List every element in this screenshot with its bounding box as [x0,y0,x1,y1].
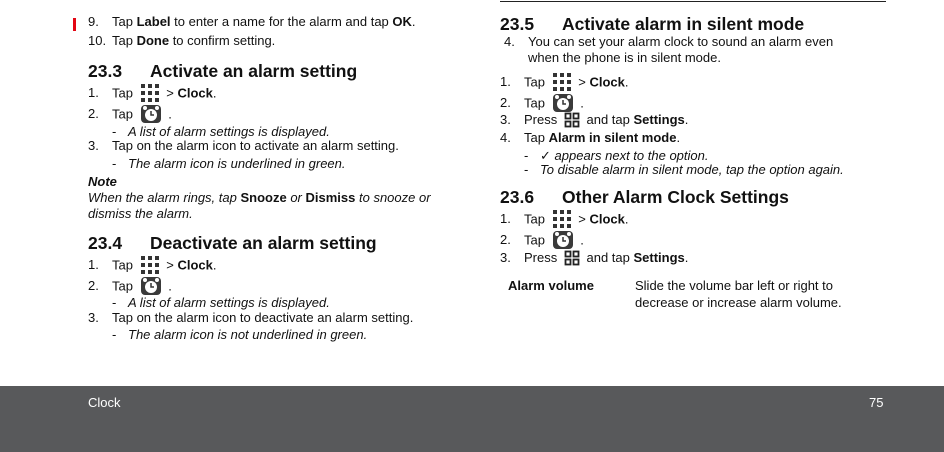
top-rule [500,1,886,2]
s4-step-2-sub: - A list of alarm settings is displayed. [112,295,330,310]
footer-page-number: 75 [869,395,884,410]
s4-step-3: 3. Tap on the alarm icon to deactivate an alarm setting. [88,310,414,325]
note-block [88,174,483,222]
apps-grid-icon [552,72,572,92]
s5-sub-1: - ✓ appears next to the option. [524,148,709,163]
table-value-alarm-volume: Slide the volume bar left or right to decrease or increase alarm volume. [635,278,842,310]
table-key-alarm-volume: Alarm volume [508,278,594,293]
apps-grid-icon [140,83,160,103]
apps-grid-icon [552,209,572,229]
s5-step-4: 4. Tap Alarm in silent mode. [500,130,681,145]
heading-23-6: 23.6 Other Alarm Clock Settings [500,187,789,207]
note-line-1: When the alarm rings, tap Snooze or Dismiss to snooze or [88,190,431,205]
s5-intro: 4. You can set your alarm clock to sound an alarm even when the phone is in silent mode. [504,34,834,65]
alarm-clock-icon [552,230,574,250]
s5-step-3: 3. Press and tap Settings. [500,112,689,127]
s3-step-3: 3. Tap on the alarm icon to activate an alarm setting. [88,138,399,153]
apps-grid-icon [140,255,160,275]
menu-key-icon [564,250,580,266]
s4-step-3-sub: - The alarm icon is not underlined in green. [112,327,368,342]
s6-step-1: 1. Tap > Clock. [500,210,628,230]
page-footer [0,386,944,452]
checkmark-icon: ✓ [540,148,551,163]
s5-step-2: 2. Tap . [500,94,584,114]
s3-step-3-sub: - The alarm icon is underlined in green. [112,156,346,171]
step-10: 10. Tap Done to confirm setting. [88,33,276,48]
s3-step-2: 2. Tap . [88,105,172,125]
step-9: 9. Tap Label to enter a name for the alarm and tap OK. [88,14,416,29]
change-bar [73,18,76,31]
footer-chapter: Clock [88,395,121,410]
alarm-clock-icon [552,93,574,113]
s3-step-2-sub: - A list of alarm settings is displayed. [112,124,330,139]
menu-key-icon [564,112,580,128]
heading-23-5: 23.5 Activate alarm in silent mode [500,14,805,34]
alarm-clock-icon [140,104,162,124]
alarm-clock-icon [140,276,162,296]
s3-step-1: 1. Tap > Clock. [88,84,216,104]
heading-23-4: 23.4 Deactivate an alarm setting [88,233,377,253]
note-line-2: dismiss the alarm. [88,206,193,221]
s6-step-3: 3. Press and tap Settings. [500,250,689,265]
s5-sub-2: - To disable alarm in silent mode, tap the option again. [524,162,844,177]
s5-step-1: 1. Tap > Clock. [500,73,628,93]
s4-step-2: 2. Tap . [88,277,172,297]
s4-step-1: 1. Tap > Clock. [88,256,216,276]
note-label: Note [88,174,117,189]
s6-step-2: 2. Tap . [500,231,584,251]
heading-23-3: 23.3 Activate an alarm setting [88,61,358,81]
